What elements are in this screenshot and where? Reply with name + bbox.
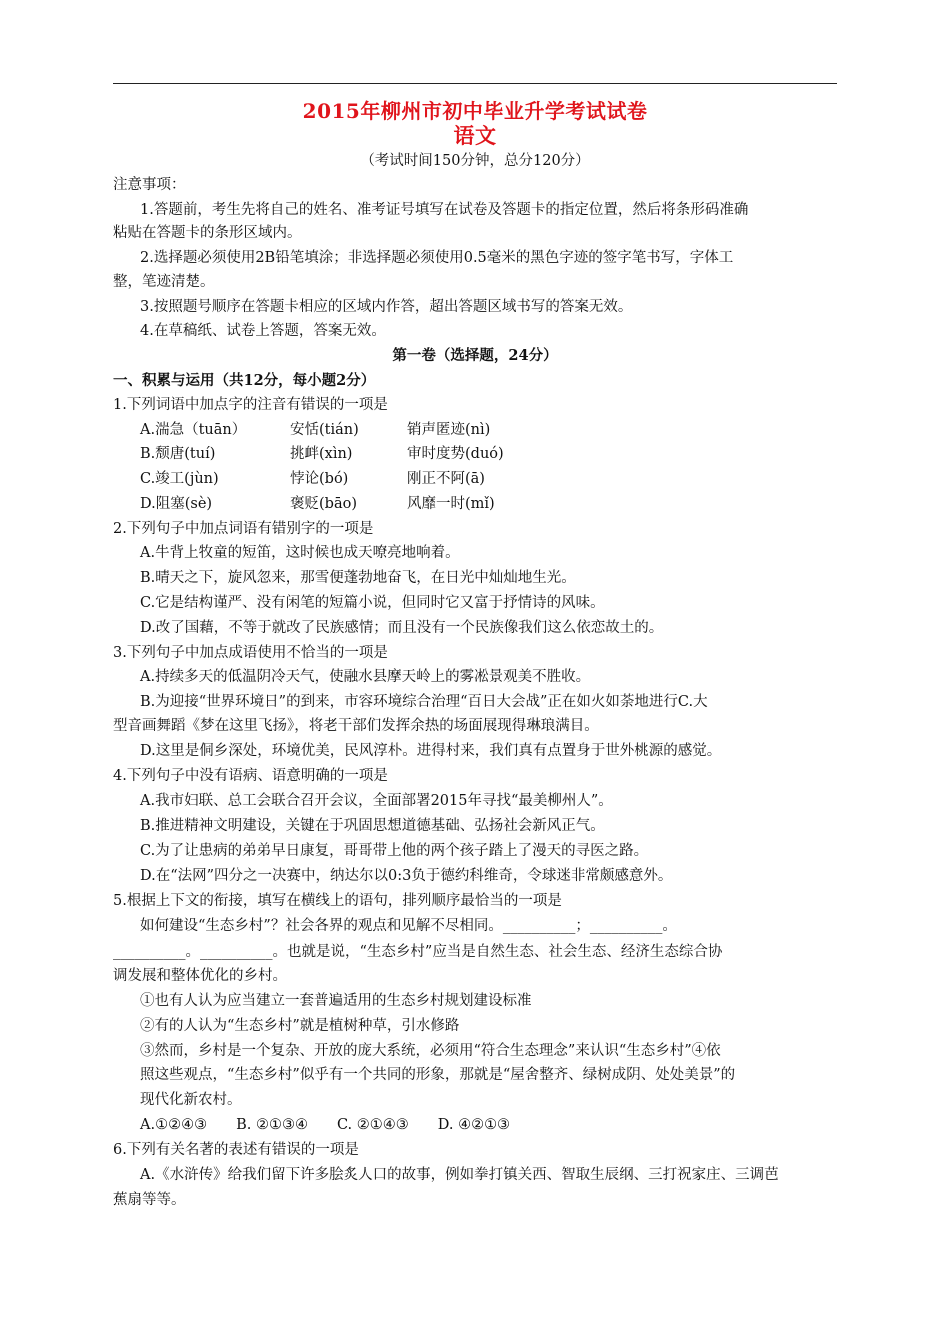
question-5-item: ①也有人认为应当建立一套普遍适用的生态乡村规划建设标准: [140, 993, 532, 1009]
section-title: 一、积累与运用（共12分，每小题2分）: [113, 372, 376, 389]
exam-title: 2015年柳州市初中毕业升学考试试卷: [302, 99, 648, 123]
q1-option: D.阻塞(sè): [140, 496, 213, 512]
notice-line: 整，笔迹清楚。: [113, 274, 215, 290]
question-4-stem: 4.下列句子中没有语病、语意明确的一项是: [113, 768, 388, 784]
q1-option: A.湍急（tuān）: [140, 422, 247, 438]
question-5-passage: 如何建设“生态乡村”？社会各界的观点和见解不尽相同。__________；__________。: [140, 918, 677, 934]
question-6-stem: 6.下列有关名著的表述有错误的一项是: [113, 1142, 359, 1158]
question-5-stem: 5.根据上下文的衔接，填写在横线上的语句，排列顺序最恰当的一项是: [113, 893, 562, 909]
question-2-stem: 2.下列句子中加点词语有错别字的一项是: [113, 521, 374, 537]
q1-word: 安恬(tián): [290, 422, 359, 438]
question-6-option: 蕉扇等等。: [113, 1192, 186, 1208]
q1-word: 审时度势(duó): [407, 446, 504, 462]
q1-word: 销声匿迹(nì): [407, 422, 491, 438]
q1-word: 风靡一时(mǐ): [407, 496, 495, 512]
exam-info: （考试时间150分钟，总分120分）: [360, 153, 590, 169]
notice-line: 2.选择题必须使用2B铅笔填涂；非选择题必须使用0.5毫米的黑色字迹的签字笔书写，字体工: [140, 250, 734, 266]
q1-word: 刚正不阿(ā): [407, 471, 485, 487]
question-3-option: B.为迎接“世界环境日”的到来，市容环境综合治理“百日大会战”正在如火如荼地进行C.大: [140, 694, 708, 710]
question-5-item: ③然而，乡村是一个复杂、开放的庞大系统，必须用“符合生态理念”来认识“生态乡村”④依: [140, 1043, 721, 1059]
q1-option: C.竣工(jùn): [140, 471, 219, 487]
question-3-option: D.这里是侗乡深处，环境优美，民风淳朴。进得村来，我们真有点置身于世外桃源的感觉。: [140, 743, 722, 759]
question-2-option: A.牛背上牧童的短笛，这时候也成天嘹亮地响着。: [140, 545, 460, 561]
q1-word: 悖论(bó): [290, 471, 349, 487]
question-2-option: C.它是结构谨严、没有闲笔的短篇小说，但同时它又富于抒情诗的风味。: [140, 595, 605, 611]
question-5-item: 照这些观点，“生态乡村”似乎有一个共同的形象，那就是“屋舍整齐、绿树成阴、处处美景”的: [140, 1067, 736, 1083]
question-3-option: 型音画舞蹈《梦在这里飞扬》，将老干部们发挥余热的场面展现得琳琅满目。: [113, 718, 599, 734]
notice-line: 3.按照题号顺序在答题卡相应的区域内作答，超出答题区域书写的答案无效。: [140, 299, 633, 315]
notice-line: 4.在草稿纸、试卷上答题，答案无效。: [140, 323, 386, 339]
question-2-option: D.改了国藉，不等于就改了民族感情；而且没有一个民族像我们这么依恋故土的。: [140, 620, 664, 636]
question-1-stem: 1.下列词语中加点字的注音有错误的一项是: [113, 397, 388, 413]
q1-word: 褒贬(bāo): [290, 496, 357, 512]
question-5-passage: __________。__________。也就是说，“生态乡村”应当是自然生态、社会生态、经济生态综合协: [113, 944, 723, 960]
notice-heading: 注意事项：: [113, 177, 186, 193]
q1-word: 挑衅(xìn): [290, 446, 353, 462]
notice-line: 粘贴在答题卡的条形区域内。: [113, 225, 302, 241]
notice-line: 1.答题前，考生先将自己的姓名、准考证号填写在试卷及答题卡的指定位置，然后将条形码准确: [140, 202, 749, 218]
question-5-item: 现代化新农村。: [140, 1092, 242, 1108]
question-5-passage: 调发展和整体优化的乡村。: [113, 968, 287, 984]
question-4-option: C.为了让患病的弟弟早日康复，哥哥带上他的两个孩子踏上了漫天的寻医之路。: [140, 843, 649, 859]
subject-title: 语文: [453, 123, 497, 148]
question-4-option: D.在“法网”四分之一决赛中，纳达尔以0:3负于德约科维奇，令球迷非常颇感意外。: [140, 868, 673, 884]
question-5-choices: A.①②④③ B. ②①③④ C. ②①④③ D. ④②①③: [140, 1117, 511, 1133]
question-3-stem: 3.下列句子中加点成语使用不恰当的一项是: [113, 645, 388, 661]
question-4-option: A.我市妇联、总工会联合召开会议，全面部署2015年寻找“最美柳州人”。: [140, 793, 613, 809]
question-2-option: B.晴天之下，旋风忽来，那雪便蓬勃地奋飞，在日光中灿灿地生光。: [140, 570, 576, 586]
header-rule: [113, 83, 837, 84]
question-4-option: B.推进精神文明建设，关键在于巩固思想道德基础、弘扬社会新风正气。: [140, 818, 605, 834]
q1-option: B.颓唐(tuí): [140, 446, 216, 462]
question-3-option: A.持续多天的低温阴冷天气，使融水县摩天岭上的雾凇景观美不胜收。: [140, 669, 591, 685]
volume-title: 第一卷（选择题，24分）: [392, 347, 558, 364]
question-5-item: ②有的人认为“生态乡村”就是植树种草，引水修路: [140, 1018, 460, 1034]
question-6-option: A.《水浒传》给我们留下许多脍炙人口的故事，例如拳打镇关西、智取生辰纲、三打祝家庄、三调芭: [140, 1167, 779, 1183]
